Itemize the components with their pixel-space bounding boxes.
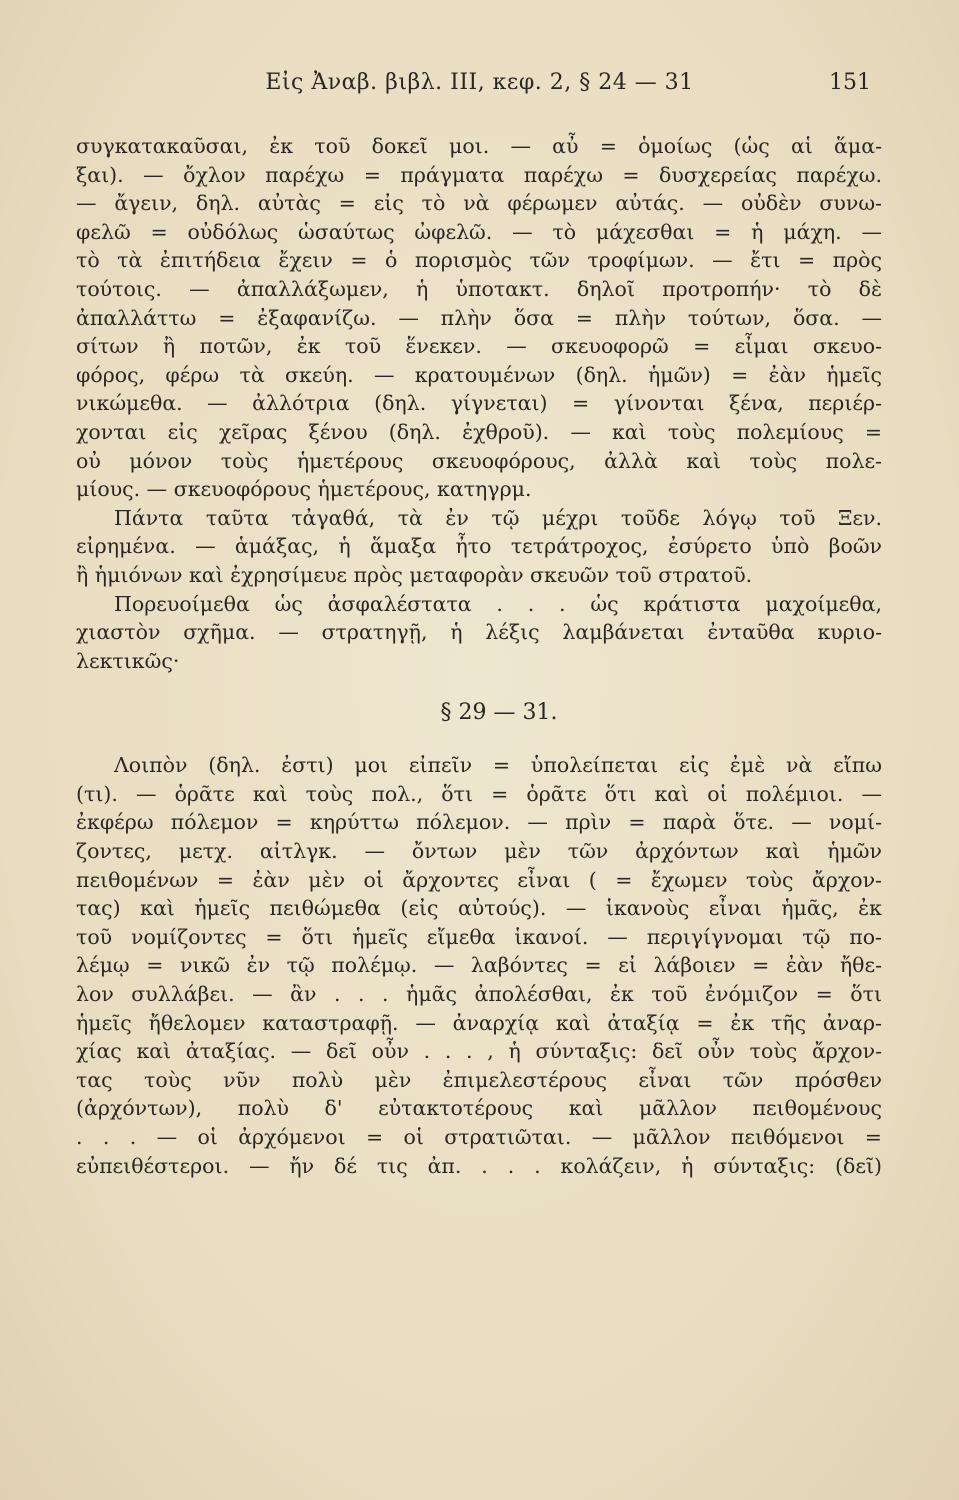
text-line: (ἀρχόντων), πολὺ δ' εὐτακτοτέρους καὶ μᾶλλον πειθομένους [76, 1096, 882, 1121]
text-line: πειθομένων = ἐὰν μὲν οἱ ἄρχοντες εἶναι ( = ἔχωμεν τοὺς ἄρχον- [76, 867, 882, 892]
text-line: χονται εἰς χεῖρας ξένου (δηλ. ἐχθροῦ). — καὶ τοὺς πολεμίους = [76, 419, 882, 444]
text-line: τούτοις. — ἀπαλλάξωμεν, ἡ ὑποτακτ. δηλοῖ προτροπήν· τὸ δὲ [76, 276, 882, 301]
text-line: τὸ τὰ ἐπιτήδεια ἔχειν = ὁ πορισμὸς τῶν τροφίμων. — ἔτι = πρὸς [76, 248, 882, 273]
text-line: χιαστὸν σχῆμα. — στρατηγῇ, ἡ λέξις λαμβάνεται ἐνταῦθα κυριο- [76, 620, 882, 645]
page-number: 151 [829, 70, 871, 95]
text-line: ἡμεῖς ἤθελομεν καταστραφῇ. — ἀναρχίᾳ καὶ ἀταξίᾳ = ἐκ τῆς ἀναρ- [76, 1010, 882, 1035]
text-line: συγκατακαῦσαι, ἐκ τοῦ δοκεῖ μοι. — αὖ = ὁμοίως (ὡς αἱ ἅμα- [76, 134, 882, 158]
text-line: φελῶ = οὐδόλως ὡσαύτως ὠφελῶ. — τὸ μάχεσθαι = ἡ μάχη. — [76, 219, 882, 244]
commentary-text [76, 132, 882, 1180]
paragraph-d [76, 751, 882, 1180]
text-line: τας τοὺς νῦν πολὺ μὲν ἐπιμελεστέρους εἶναι τῶν πρόσθεν [76, 1067, 882, 1092]
text-line: — ἄγειν, δηλ. αὐτὰς = εἰς τὸ νὰ φέρωμεν αὐτάς. — οὐδὲν συνω- [76, 191, 882, 216]
running-head: Εἰς Ἀναβ. βιβλ. III, κεφ. 2, § 24 — 31 [265, 70, 694, 95]
text-line: νικώμεθα. — ἀλλότρια (δηλ. γίγνεται) = γίνονται ξένα, περιέρ- [76, 391, 882, 416]
text-line: φόρος, φέρω τὰ σκεύη. — κρατουμένων (δηλ. ἡμῶν) = ἐὰν ἡμεῖς [76, 362, 882, 387]
text-line: λον συλλάβει. — ἂν . . . ἡμᾶς ἀπολέσθαι, ἐκ τοῦ ἐνόμιζον = ὅτι [76, 982, 882, 1007]
paragraph-c [76, 590, 882, 676]
text-line: . . . — οἱ ἀρχόμενοι = οἱ στρατιῶται. — μᾶλλον πειθόμενοι = [76, 1125, 882, 1149]
text-line: (τι). — ὁρᾶτε καὶ τοὺς πολ., ὅτι = ὁρᾶτε ὅτι καὶ οἱ πολέμιοι. — [76, 781, 882, 806]
text-line: εὐπειθέστεροι. — ἤν δέ τις ἀπ. . . . κολάζειν, ἡ σύνταξις: (δεῖ) [76, 1153, 882, 1178]
paragraph-a [76, 132, 882, 504]
text-line: ἀπαλλάττω = ἐξαφανίζω. — πλὴν ὅσα = πλὴν τούτων, ὅσα. — [76, 305, 882, 330]
page-header [60, 66, 899, 106]
text-line: σίτων ἢ ποτῶν, ἐκ τοῦ ἕνεκεν. — σκευοφορῶ = εἶμαι σκευο- [76, 334, 882, 359]
text-line: ἐκφέρω πόλεμον = κηρύττω πόλεμον. — πρὶν = παρὰ ὅτε. — νομί- [76, 810, 882, 835]
text-line: Λοιπὸν (δηλ. ἐστι) μοι εἰπεῖν = ὑπολείπεται εἰς ἐμὲ νὰ εἴπω [114, 753, 882, 778]
text-line: λέμῳ = νικῶ ἐν τῷ πολέμῳ. — λαβόντες = εἰ λάβοιεν = ἐὰν ἤθε- [76, 953, 882, 978]
text-line: χίας καὶ ἀταξίας. — δεῖ οὖν . . . , ἡ σύνταξις: δεῖ οὖν τοὺς ἄρχον- [76, 1039, 882, 1064]
text-line: Πορευοίμεθα ὡς ἀσφαλέστατα . . . ὡς κράτιστα μαχοίμεθα, [114, 591, 882, 616]
text-line: οὐ μόνον τοὺς ἡμετέρους σκευοφόρους, ἀλλὰ καὶ τοὺς πολε- [76, 448, 882, 473]
text-line: εἰρημένα. — ἁμάξας, ἡ ἅμαξα ἦτο τετράτροχος, ἐσύρετο ὑπὸ βοῶν [76, 534, 882, 559]
text-line: ξαι). — ὄχλον παρέχω = πράγματα παρέχω = δυσχερείας παρέχω. [76, 162, 882, 187]
text-line: τοῦ νομίζοντες = ὅτι ἡμεῖς εἴμεθα ἱκανοί. — περιγίγνομαι τῷ πο- [76, 924, 882, 949]
text-line: ζοντες, μετχ. αἰτλγκ. — ὄντων μὲν τῶν ἀρχόντων καὶ ἡμῶν [76, 839, 882, 864]
section-heading: § 29 — 31. [440, 700, 558, 726]
paragraph-b [76, 504, 882, 590]
text-line: τας) καὶ ἡμεῖς πειθώμεθα (εἰς αὐτούς). — ἱκανοὺς εἶναι ἡμᾶς, ἐκ [76, 896, 882, 921]
text-line: λεκτικῶς· [76, 648, 180, 673]
text-line: μίους. — σκευοφόρους ἡμετέρους, κατηγρμ. [76, 477, 532, 502]
text-line: ἢ ἡμιόνων καὶ ἐχρησίμευε πρὸς μεταφορὰν σκευῶν τοῦ στρατοῦ. [76, 562, 753, 587]
text-line: Πάντα ταῦτα τἀγαθά, τὰ ἐν τῷ μέχρι τοῦδε λόγῳ τοῦ Ξεν. [114, 505, 882, 530]
